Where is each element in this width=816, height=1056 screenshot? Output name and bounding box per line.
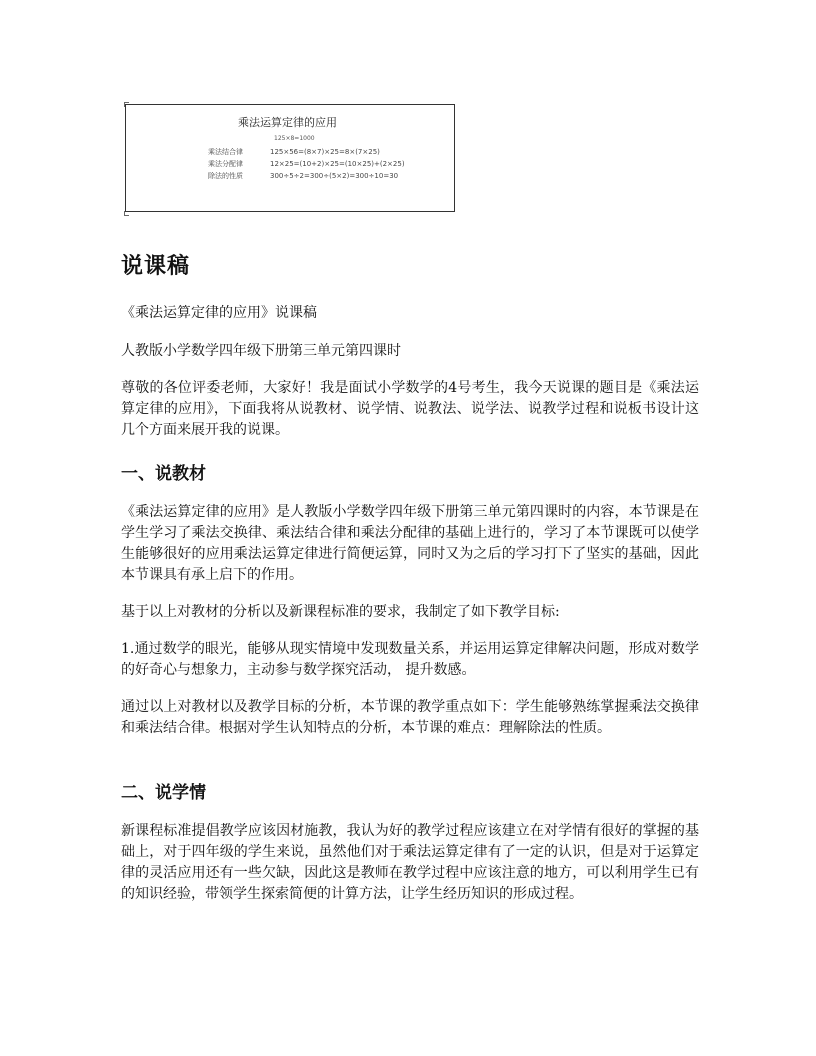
corner-mark	[124, 211, 129, 216]
board-row	[208, 171, 398, 181]
paragraph-greeting: 尊敬的各位评委老师，大家好！我是面试小学数学的4号考生，我今天说课的题目是《乘法运算定律的应用》，下面我将从说教材、说学情、说教法、说学法、说教学过程和说板书设计这几个方面来展开我的说课。	[121, 380, 699, 438]
board-law-label: 除法的性质	[208, 172, 243, 180]
paragraph-textbook-info: 人教版小学数学四年级下册第三单元第四课时	[121, 343, 401, 359]
paragraph-course-title: 《乘法运算定律的应用》说课稿	[121, 305, 317, 321]
board-expression: 125×56=(8×7)×25=8×(7×25)	[270, 148, 380, 156]
board-row	[208, 159, 405, 169]
board-row	[208, 147, 380, 157]
board-title: 乘法运算定律的应用	[238, 116, 337, 129]
board-subtitle: 125×8=1000	[274, 135, 315, 142]
paragraph-key-points: 通过以上对教材以及教学目标的分析，本节课的教学重点如下：学生能够熟练掌握乘法交换律和乘法结合律。根据对学生认知特点的分析，本节课的难点：理解除法的性质。	[121, 699, 699, 736]
corner-mark	[124, 102, 129, 107]
paragraph-objectives-intro: 基于以上对教材的分析以及新课程标准的要求，我制定了如下教学目标:	[121, 604, 560, 620]
board-law-label: 乘法结合律	[208, 148, 243, 156]
board-law-label: 乘法分配律	[208, 160, 243, 168]
document-title: 说课稿	[121, 254, 191, 279]
paragraph-objective-1: 1.通过数学的眼光，能够从现实情境中发现数量关系，并运用运算定律解决问题，形成对数学的好奇心与想象力，主动参与数学探究活动， 提升数感。	[121, 641, 699, 678]
section-heading-students: 二、说学情	[121, 783, 206, 803]
section-heading-textbook: 一、说教材	[121, 464, 206, 484]
paragraph-student-analysis: 新课程标准提倡教学应该因材施教，我认为好的教学过程应该建立在对学情有很好的掌握的基础上，对于四年级的学生来说，虽然他们对于乘法运算定律有了一定的认识，但是对于运算定律的灵活应用还有一些欠缺，因此这是教师在教学过程中应该注意的地方，可以利用学生已有的知识经验，带领学生探索简便的计算方法，让学生经历知识的形成过程。	[121, 823, 699, 902]
paragraph-textbook-analysis: 《乘法运算定律的应用》是人教版小学数学四年级下册第三单元第四课时的内容，本节课是在学生学习了乘法交换律、乘法结合律和乘法分配律的基础上进行的，学习了本节课既可以使学生能够很好的应用乘法运算定律进行简便运算，同时又为之后的学习打下了坚实的基础，因此本节课具有承上启下的作用。	[121, 504, 699, 583]
board-expression: 12×25=(10+2)×25=(10×25)+(2×25)	[270, 160, 405, 168]
board-design-figure	[125, 104, 455, 212]
board-expression: 300÷5÷2=300÷(5×2)=300÷10=30	[270, 172, 399, 180]
